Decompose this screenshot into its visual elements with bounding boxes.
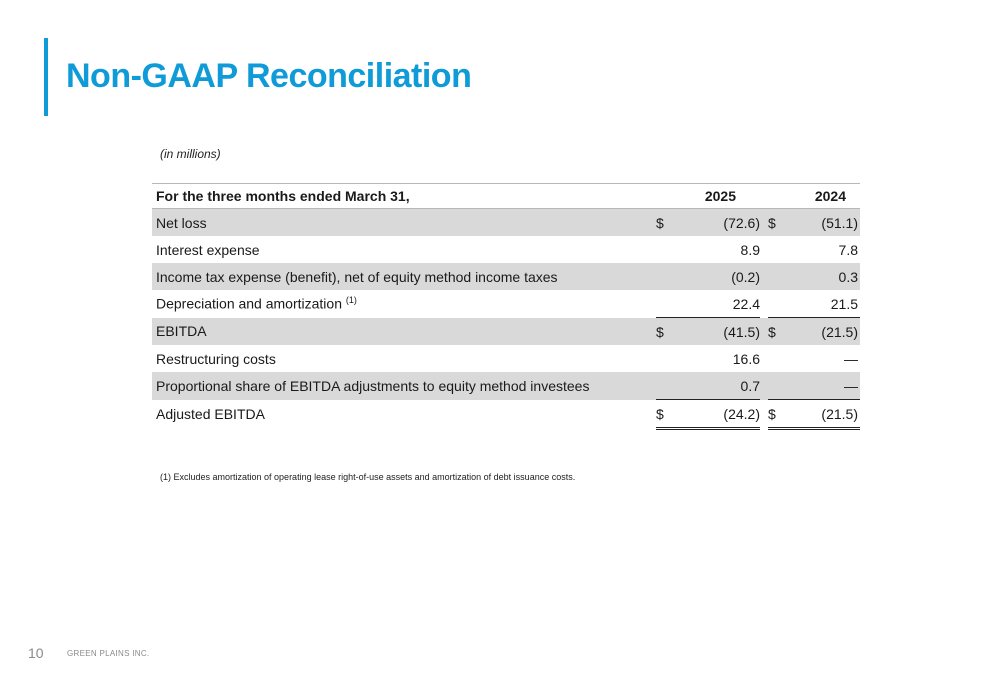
row-label: Interest expense [156, 241, 260, 258]
row-label: Restructuring costs [156, 350, 276, 367]
page-title: Non-GAAP Reconciliation [66, 57, 472, 95]
footnote: (1) Excludes amortization of operating lease right-of-use assets and amortization of debt issuance costs. [160, 472, 576, 482]
currency-symbol: $ [656, 318, 672, 346]
table-row [152, 372, 860, 400]
table-row [152, 400, 860, 429]
table-row [152, 345, 860, 372]
currency-symbol [656, 290, 672, 318]
currency-symbol: $ [768, 400, 784, 429]
currency-symbol [768, 290, 784, 318]
currency-symbol: $ [768, 318, 784, 346]
currency-symbol: $ [656, 400, 672, 429]
table-row [152, 236, 860, 263]
reconciliation-table [152, 183, 860, 430]
value-2024: — [784, 372, 860, 400]
value-2024: — [844, 350, 858, 367]
title-accent-bar [44, 38, 48, 116]
value-2025: (0.2) [672, 263, 760, 290]
currency-symbol [768, 372, 784, 400]
value-2025: (41.5) [672, 318, 760, 346]
value-2025: 8.9 [740, 241, 760, 258]
table-row [152, 290, 860, 318]
currency-symbol [768, 345, 784, 372]
table-header-row [152, 184, 860, 209]
currency-symbol [656, 345, 672, 372]
row-label [152, 290, 648, 318]
value-2025: 16.6 [732, 350, 760, 367]
units-note: (in millions) [160, 147, 221, 161]
page-number: 10 [28, 645, 44, 661]
row-label: Income tax expense (benefit), net of equity method income taxes [152, 263, 648, 290]
value-2024: (21.5) [784, 400, 860, 429]
currency-symbol [768, 263, 784, 290]
company-name: GREEN PLAINS INC. [67, 649, 150, 658]
currency-symbol [656, 372, 672, 400]
value-2025: (24.2) [672, 400, 760, 429]
value-2024: 7.8 [838, 241, 858, 258]
footnote-reference: (1) [345, 295, 357, 306]
currency-symbol [768, 236, 784, 263]
value-2025: (72.6) [672, 209, 760, 237]
row-label-text: Depreciation and amortization [156, 296, 342, 313]
table-row [152, 263, 860, 290]
row-label: EBITDA [152, 318, 648, 346]
value-2024: 21.5 [784, 290, 860, 318]
currency-symbol [656, 236, 672, 263]
value-2024: 0.3 [784, 263, 860, 290]
row-label: Net loss [152, 209, 648, 237]
value-2024: (51.1) [784, 209, 860, 237]
value-2024: (21.5) [784, 318, 860, 346]
table-row [152, 209, 860, 237]
currency-symbol [656, 263, 672, 290]
header-year-2025: 2025 [672, 184, 760, 209]
row-label: Adjusted EBITDA [156, 406, 265, 422]
value-2025: 22.4 [672, 290, 760, 318]
currency-symbol: $ [768, 209, 784, 237]
header-year-2024: 2024 [784, 184, 860, 209]
table-row [152, 318, 860, 346]
value-2025: 0.7 [672, 372, 760, 400]
header-period-label: For the three months ended March 31, [152, 184, 648, 209]
row-label: Proportional share of EBITDA adjustments to equity method investees [152, 372, 648, 400]
currency-symbol: $ [656, 209, 672, 237]
